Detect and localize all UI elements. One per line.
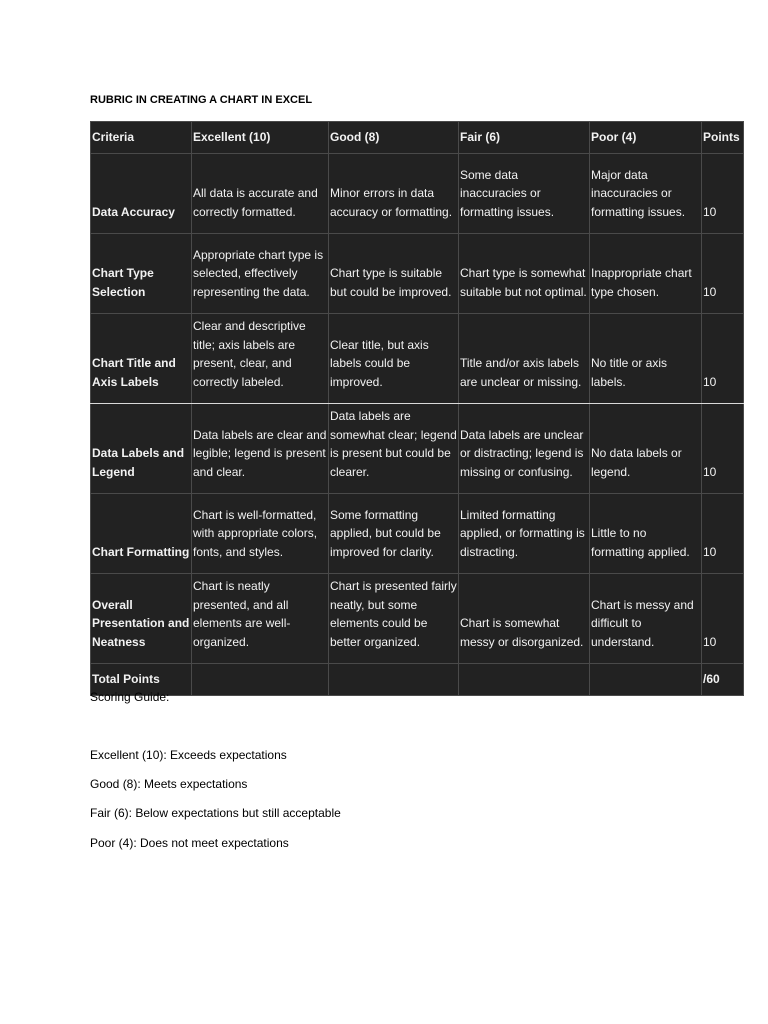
fair-cell: Data labels are unclear or distracting; legend is missing or confusing. <box>459 404 590 494</box>
table-row <box>91 494 744 574</box>
table-row <box>91 574 744 664</box>
poor-cell: Inappropriate chart type chosen. <box>590 234 702 314</box>
header-points: Points <box>702 122 744 154</box>
header-criteria: Criteria <box>91 122 192 154</box>
criteria-cell: Chart Type Selection <box>91 234 192 314</box>
points-cell: 10 <box>702 494 744 574</box>
points-cell: 10 <box>702 404 744 494</box>
total-label: Total Points <box>91 664 192 696</box>
fair-cell: Title and/or axis labels are unclear or missing. <box>459 314 590 404</box>
document-title: RUBRIC IN CREATING A CHART IN EXCEL <box>90 94 313 106</box>
criteria-cell: Data Accuracy <box>91 154 192 234</box>
total-empty-cell <box>590 664 702 696</box>
scoring-guide-item: Excellent (10): Exceeds expectations <box>90 748 287 762</box>
total-empty-cell <box>459 664 590 696</box>
good-cell: Chart type is suitable but could be improved. <box>329 234 459 314</box>
poor-cell: No data labels or legend. <box>590 404 702 494</box>
scoring-guide-item: Fair (6): Below expectations but still acceptable <box>90 806 341 820</box>
good-cell: Chart is presented fairly neatly, but some elements could be better organized. <box>329 574 459 664</box>
fair-cell: Some data inaccuracies or formatting issues. <box>459 154 590 234</box>
criteria-cell: Chart Formatting <box>91 494 192 574</box>
excellent-cell: Data labels are clear and legible; legend is present and clear. <box>192 404 329 494</box>
points-cell: 10 <box>702 234 744 314</box>
table-header-row <box>91 122 744 154</box>
total-empty-cell <box>329 664 459 696</box>
points-cell: 10 <box>702 574 744 664</box>
scoring-guide-item: Poor (4): Does not meet expectations <box>90 836 289 850</box>
excellent-cell: Clear and descriptive title; axis labels are present, clear, and correctly labeled. <box>192 314 329 404</box>
excellent-cell: Chart is neatly presented, and all elements are well-organized. <box>192 574 329 664</box>
table-row <box>91 314 744 404</box>
fair-cell: Chart is somewhat messy or disorganized. <box>459 574 590 664</box>
total-empty-cell <box>192 664 329 696</box>
header-poor: Poor (4) <box>590 122 702 154</box>
criteria-cell: Data Labels and Legend <box>91 404 192 494</box>
header-excellent: Excellent (10) <box>192 122 329 154</box>
criteria-cell: Chart Title and Axis Labels <box>91 314 192 404</box>
header-fair: Fair (6) <box>459 122 590 154</box>
total-row <box>91 664 744 696</box>
fair-cell: Limited formatting applied, or formatting is distracting. <box>459 494 590 574</box>
table-row <box>91 404 744 494</box>
table-row <box>91 234 744 314</box>
poor-cell: Major data inaccuracies or formatting issues. <box>590 154 702 234</box>
poor-cell: No title or axis labels. <box>590 314 702 404</box>
fair-cell: Chart type is somewhat suitable but not optimal. <box>459 234 590 314</box>
points-cell: 10 <box>702 154 744 234</box>
excellent-cell: Appropriate chart type is selected, effectively representing the data. <box>192 234 329 314</box>
good-cell: Clear title, but axis labels could be improved. <box>329 314 459 404</box>
poor-cell: Chart is messy and difficult to understand. <box>590 574 702 664</box>
good-cell: Minor errors in data accuracy or formatting. <box>329 154 459 234</box>
header-good: Good (8) <box>329 122 459 154</box>
scoring-guide-item: Good (8): Meets expectations <box>90 777 248 791</box>
excellent-cell: All data is accurate and correctly formatted. <box>192 154 329 234</box>
scoring-guide-heading: Scoring Guide: <box>90 690 170 704</box>
table-row <box>91 154 744 234</box>
poor-cell: Little to no formatting applied. <box>590 494 702 574</box>
good-cell: Some formatting applied, but could be improved for clarity. <box>329 494 459 574</box>
criteria-cell: Overall Presentation and Neatness <box>91 574 192 664</box>
points-cell: 10 <box>702 314 744 404</box>
total-points: /60 <box>702 664 744 696</box>
good-cell: Data labels are somewhat clear; legend is present but could be clearer. <box>329 404 459 494</box>
rubric-table <box>90 121 744 696</box>
excellent-cell: Chart is well-formatted, with appropriate colors, fonts, and styles. <box>192 494 329 574</box>
